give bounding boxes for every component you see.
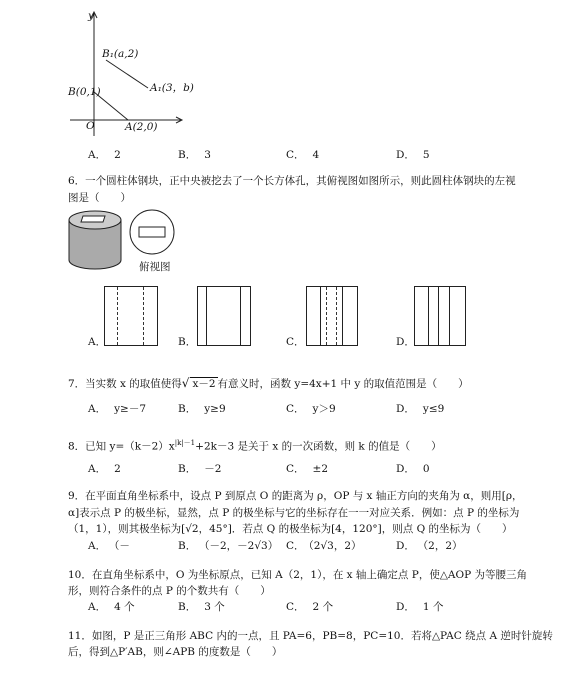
q6-letter-a: A．: [88, 336, 107, 348]
top-view-label: 俯视图: [139, 261, 171, 273]
q10-option-c: C． 2 个: [286, 601, 334, 613]
q9-option-d: D． （2，2）: [396, 540, 463, 552]
q10-line1: 10．在直角坐标系中，O 为坐标原点，已知 A（2，1），在 x 轴上确定点 P，使△AOP 为等腰三角: [68, 569, 528, 581]
q5-option-b: B． 3: [178, 149, 211, 161]
q9-option-a: A． （－: [88, 540, 130, 552]
q8-option-d: D． 0: [396, 463, 430, 475]
q5-option-d: D． 5: [396, 149, 430, 161]
q7-stem: 7．当实数 x 的取值使得√ x－2 有意义时，函数 y=4x+1 中 y 的取值范围是（ ）: [68, 376, 469, 390]
q8-option-b: B． －2: [178, 463, 222, 475]
q7-option-c: C． y＞9: [286, 403, 336, 415]
q6-letter-c: C．: [286, 336, 305, 348]
graph-b1-label: B₁(a,2): [102, 48, 139, 60]
q7-option-a: A． y≥－7: [88, 403, 147, 415]
q6-letter-d: D．: [396, 336, 415, 348]
q6-figure-a: [104, 286, 158, 346]
q7-option-b: B． y≥9: [178, 403, 226, 415]
q6-figure-b: [197, 286, 251, 346]
graph-a-label: A(2,0): [125, 121, 158, 133]
q9-line1: 9．在平面直角坐标系中，设点 P 到原点 O 的距离为 ρ，OP 与 x 轴正方向的夹角为 α，则用[ρ，: [68, 490, 523, 502]
q9-option-b: B． （－2，－2√3）: [178, 540, 279, 552]
q10-line2: 形，则符合条件的点 P 的个数共有（ ）: [68, 585, 271, 597]
q6-letter-b: B．: [178, 336, 197, 348]
graph-origin-label: O: [86, 120, 95, 132]
q7-option-d: D． y≤9: [396, 403, 445, 415]
coordinate-graph: [62, 8, 192, 138]
q9-line2: α]表示点 P 的极坐标，显然，点 P 的极坐标与它的坐标存在一一对应关系．例如：点 P 的坐标为: [68, 507, 520, 519]
q5-option-c: C． 4: [286, 149, 320, 161]
graph-y-label: y: [88, 10, 94, 22]
q10-option-d: D． 1 个: [396, 601, 444, 613]
q8-stem: 8．已知 $y=(k-2)x^{|k|-1}+2k-3$ 是关于 x 的一次函数，则 k 的值是（ ）: [68, 439, 442, 453]
q11-line1: 11．如图，P 是正三角形 ABC 内的一点，且 PA=6，PB=8，PC=10．若将△PAC 绕点 A 逆时针旋转: [68, 630, 553, 642]
q8-option-c: C． ±2: [286, 463, 329, 475]
q10-option-b: B． 3 个: [178, 601, 225, 613]
graph-a1-label: A₁(3，b): [150, 82, 194, 94]
q8-option-a: A． 2: [88, 463, 121, 475]
q6-figure-d: [414, 286, 466, 346]
top-view-figure: [128, 208, 176, 256]
q11-line2: 后，得到△P′AB，则∠APB 的度数是（ ）: [68, 646, 283, 658]
segment-a1b1: [106, 60, 148, 88]
q6-figure-c: [306, 286, 358, 346]
cylinder-figure: [66, 208, 124, 272]
q10-option-a: A． 4 个: [88, 601, 135, 613]
q6-line1: 6．一个圆柱体钢块，正中央被挖去了一个长方体孔，其俯视图如图所示，则此圆柱体钢块的左视: [68, 175, 516, 187]
q6-line2: 图是（ ）: [68, 192, 131, 204]
q9-option-c: C． （2√3，2）: [286, 540, 362, 552]
q9-line3: （1，1），则其极坐标为[√2，45°]．若点 Q 的极坐标为[4，120°]，则点 Q 的坐标为（ ）: [68, 523, 513, 535]
graph-b-label: B(0,1): [68, 86, 101, 98]
q5-option-a: A． 2: [88, 149, 121, 161]
